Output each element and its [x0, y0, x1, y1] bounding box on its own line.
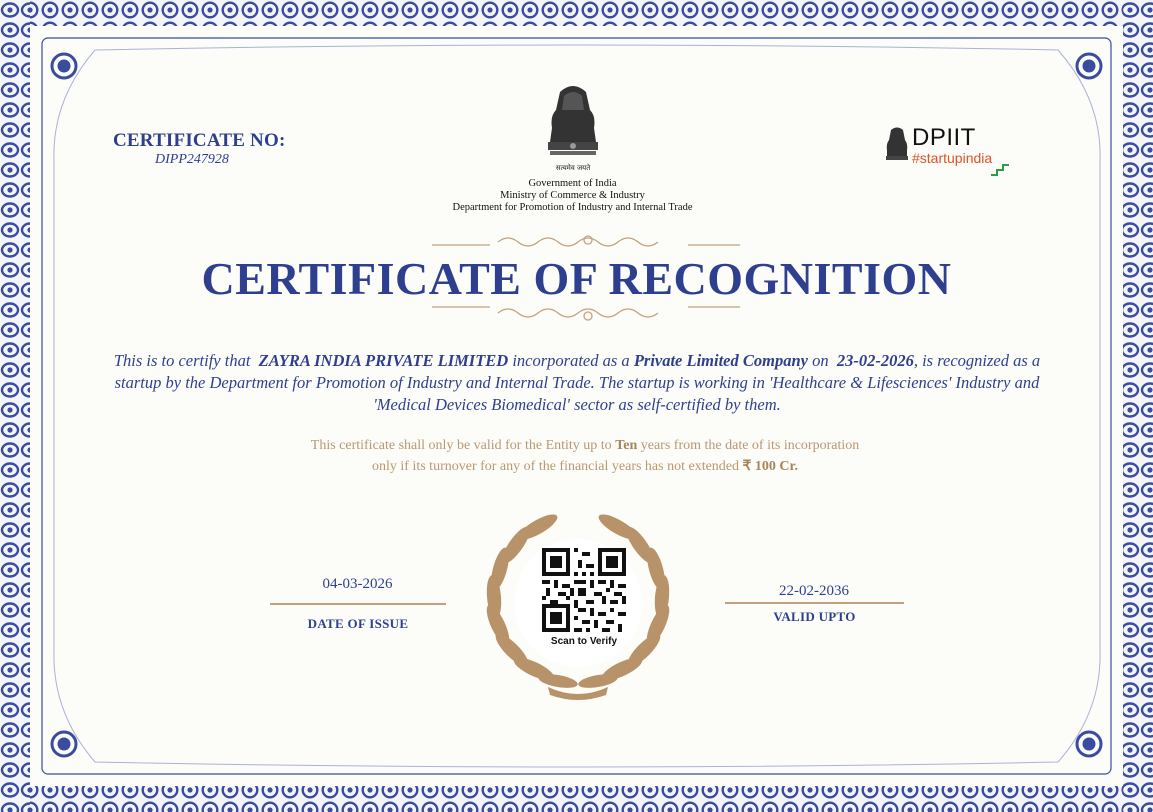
validity-note — [200, 435, 970, 477]
issuer-government: Government of India — [528, 178, 617, 189]
statement-incorporated-as: incorporated as a — [512, 351, 630, 370]
validity-line1-pre: This certificate shall only be valid for the Entity up to — [310, 438, 612, 453]
company-name: ZAYRA INDIA PRIVATE LIMITED — [258, 351, 509, 370]
company-type: Private Limited Company — [633, 351, 808, 370]
valid-upto-date: 22-02-2036 — [779, 583, 849, 599]
emblem-motto: सत्यमेव जयते — [555, 164, 591, 172]
statement-rest: , is recognized as a startup by the Department for Promotion of Industry and Internal Trade. The startup is working in 'Healthcare & Lifesciences' Industry and 'Medical Devices Biomedical' sector as self-certified by them. — [114, 351, 1041, 414]
issue-date: 04-03-2026 — [322, 576, 393, 592]
scan-to-verify-caption: Scan to Verify — [550, 636, 618, 647]
validity-line2-pre: only if its turnover for any of the financial years has not extended — [372, 459, 740, 474]
statement-on: on — [812, 351, 829, 370]
certificate-number-label: CERTIFICATE NO: — [113, 130, 286, 151]
dpiit-emblem-icon — [885, 126, 909, 164]
certificate-number-value: DIPP247928 — [155, 152, 229, 167]
dpiit-logo-text: DPIIT — [912, 124, 976, 151]
issue-date-label: DATE OF ISSUE — [307, 616, 409, 631]
certification-statement — [110, 350, 1044, 416]
turnover-limit: ₹ 100 Cr. — [742, 459, 798, 474]
valid-upto-label: VALID UPTO — [773, 609, 856, 624]
validity-line1-post: years from the date of its incorporation — [640, 438, 860, 453]
verification-qr-code[interactable] — [542, 548, 626, 632]
valid-upto-rule — [725, 602, 904, 604]
issue-date-rule — [270, 603, 446, 605]
startupindia-hashtag: #startupindia — [912, 150, 993, 166]
issuer-department: Department for Promotion of Industry and Internal Trade — [452, 202, 693, 213]
incorporation-date: 23-02-2026 — [836, 351, 914, 370]
issuer-block — [420, 178, 725, 214]
stairs-accent-icon — [990, 162, 1010, 176]
validity-years: Ten — [615, 438, 638, 453]
national-emblem-icon — [540, 82, 606, 177]
issuer-ministry: Ministry of Commerce & Industry — [500, 190, 645, 201]
certificate-title: CERTIFICATE OF RECOGNITION — [201, 253, 952, 304]
statement-intro: This is to certify that — [113, 351, 251, 370]
